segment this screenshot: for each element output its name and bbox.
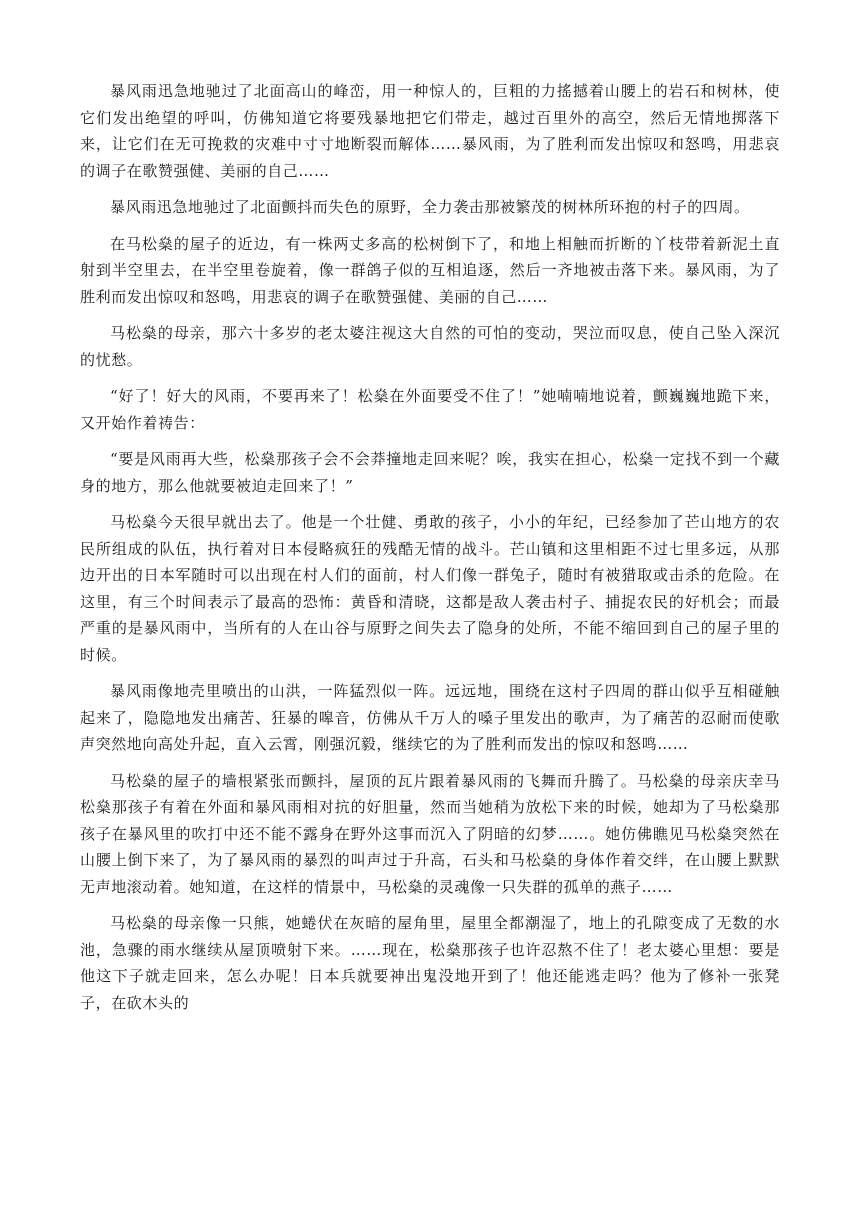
paragraph-3: 在马松燊的屋子的近边，有一株两丈多高的松树倒下了，和地上相触而折断的丫枝带着新泥土直射到半空里去，在半空里卷旋着，像一群鸽子似的互相追逐，然后一齐地被击落下来。暴风雨，为了胜利而发出惊叹和怒鸣，用悲哀的调子在歌赞强健、美丽的自己…… [80,234,780,306]
paragraph-10: 马松燊的母亲像一只熊，她蜷伏在灰暗的屋角里，屋里全都潮湿了，地上的孔隙变成了无数的水池，急骤的雨水继续从屋顶喷射下来。……现在，松燊那孩子也许忍熬不住了！老太婆心里想：要是他这下子就走回来，怎么办呢！日本兵就要神出鬼没地开到了！他还能逃走吗？他为了修补一张凳子，在砍木头的 [80,914,780,1012]
paragraph-4: 马松燊的母亲，那六十多岁的老太婆注视这大自然的可怕的变动，哭泣而叹息，使自己坠入深沉的忧愁。 [80,324,780,369]
paragraph-1: 暴风雨迅急地驰过了北面高山的峰峦，用一种惊人的，巨粗的力搖撼着山腰上的岩石和树林，使它们发出绝望的呼叫，仿佛知道它将要残暴地把它们带走，越过百里外的高空，然后无情地掷落下来，让它们在无可挽救的灾难中寸寸地断裂而解体……暴风雨，为了胜利而发出惊叹和怒鸣，用悲哀的调子在歌赞强健、美丽的自己…… [80,82,780,180]
paragraph-8: 暴风雨像地壳里喷出的山洪，一阵猛烈似一阵。远远地，围绕在这村子四周的群山似乎互相碰触起来了，隐隐地发出痛苦、狂暴的嗥音，仿佛从千万人的嗓子里发出的歌声，为了痛苦的忍耐而使歌声突然地向高处升起，直入云霄，刚强沉毅，继续它的为了胜利而发出的惊叹和怒鸣…… [80,682,780,753]
paragraph-2: 暴风雨迅急地驰过了北面颤抖而失色的原野，全力袭击那被繁茂的树林所环抱的村子的四周。 [110,198,750,216]
document-body [80,78,780,1026]
paragraph-7: 马松燊今天很早就出去了。他是一个壮健、勇敢的孩子，小小的年纪，已经参加了芒山地方的农民所组成的队伍，执行着对日本侵略疯狂的残酷无情的战斗。芒山镇和这里相距不过七里多远，从那边开出的日本军随时可以出现在村人们的面前，村人们像一群兔子，随时有被猎取或击杀的危险。在这里，有三个时间表示了最高的恐怖：黄昏和清晓，这都是敌人袭击村子、捕捉农民的好机会；而最严重的是暴风雨中，当所有的人在山谷与原野之间失去了隐身的处所，不能不缩回到自己的屋子里的时候。 [80,513,780,664]
paragraph-9: 马松燊的屋子的墙根紧张而颤抖，屋顶的瓦片跟着暴风雨的飞舞而升腾了。马松燊的母亲庆幸马松燊那孩子有着在外面和暴风雨相对抗的好胆量，然而当她稍为放松下来的时候，她却为了马松燊那孩子在暴风里的吹打中还不能不露身在野外这事而沉入了阴暗的幻梦……。她仿佛瞧见马松燊突然在山腰上倒下来了，为了暴风雨的暴烈的叫声过于升高，石头和马松燊的身体作着交绊，在山腰上默默无声地滚动着。她知道，在这样的情景中，马松燊的灵魂像一只失群的孤单的燕子…… [80,771,780,896]
paragraph-6: “要是风雨再大些，松燊那孩子会不会莽撞地走回来呢？唉，我实在担心，松燊一定找不到一个藏身的地方，那么他就要被迫走回来了！” [80,450,780,495]
paragraph-5: “好了！好大的风雨，不要再来了！松燊在外面要受不住了！”她喃喃地说着，颤巍巍地跪下来，又开始作着祷告： [80,387,780,432]
